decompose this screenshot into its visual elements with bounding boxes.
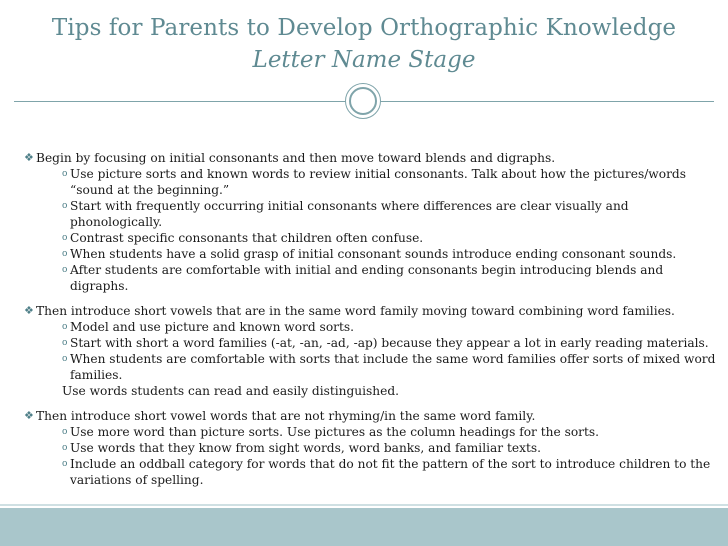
circle-bullet-icon: o xyxy=(62,338,68,348)
bullet-text: Use more word than picture sorts. Use pictures as the column headings for the sorts. xyxy=(70,425,600,439)
diamond-bullet-icon: ❖ xyxy=(24,304,34,317)
bullet-text: Use picture sorts and known words to review initial consonants. Talk about how the pictures/words “sound at the beginning.” xyxy=(70,167,686,197)
bullet-level2 xyxy=(24,456,720,488)
circle-bullet-icon: o xyxy=(62,233,68,243)
footer-divider xyxy=(0,504,728,506)
continuation-text: Use words students can read and easily distinguished. xyxy=(62,384,400,398)
diamond-bullet-icon: ❖ xyxy=(24,151,34,164)
bullet-level1 xyxy=(24,408,720,424)
bullet-text: Model and use picture and known word sorts. xyxy=(70,320,355,334)
bullet-level2 xyxy=(24,351,720,383)
bullet-level2 xyxy=(24,262,720,294)
bullet-level2 xyxy=(24,198,720,230)
bullet-level1 xyxy=(24,303,720,319)
circle-bullet-icon: o xyxy=(62,354,68,364)
bullet-level2 xyxy=(24,424,720,440)
section-initial-consonants xyxy=(24,150,720,294)
circle-bullet-icon: o xyxy=(62,249,68,259)
bullet-text: Contrast specific consonants that children often confuse. xyxy=(70,231,424,245)
footer-bar xyxy=(0,508,728,546)
bullet-text: Include an oddball category for words that do not fit the pattern of the sort to introduce children to the variations of spelling. xyxy=(70,457,711,487)
bullet-text: Start with frequently occurring initial consonants where differences are clear visually and phonologically. xyxy=(70,199,629,229)
bullet-level1 xyxy=(24,150,720,166)
circle-bullet-icon: o xyxy=(62,169,68,179)
bullet-level2 xyxy=(24,335,720,351)
bullet-text: When students have a solid grasp of initial consonant sounds introduce ending consonant sounds. xyxy=(70,247,677,261)
bullet-level2 xyxy=(24,319,720,335)
bullet-level2 xyxy=(24,230,720,246)
bullet-level2 xyxy=(24,166,720,198)
slide-title: Tips for Parents to Develop Orthographic Knowledge xyxy=(51,15,677,41)
circle-ornament-inner-icon xyxy=(349,87,377,115)
slide-subtitle: Letter Name Stage xyxy=(252,47,476,73)
bullet-text: When students are comfortable with sorts that include the same word families offer sorts of mixed word families. xyxy=(70,352,716,382)
circle-bullet-icon: o xyxy=(62,201,68,211)
circle-bullet-icon: o xyxy=(62,427,68,437)
slide-header xyxy=(0,0,728,88)
slide-body xyxy=(24,150,720,497)
section-non-rhyming-words xyxy=(24,408,720,488)
bullet-level2 xyxy=(24,246,720,262)
section-short-vowel-families xyxy=(24,303,720,399)
bullet-text: After students are comfortable with initial and ending consonants begin introducing blends and digraphs. xyxy=(70,263,664,293)
circle-bullet-icon: o xyxy=(62,443,68,453)
bullet-level2 xyxy=(24,440,720,456)
bullet-text: Start with short a word families (-at, -an, -ad, -ap) because they appear a lot in early reading materials. xyxy=(70,336,709,350)
bullet-text: Then introduce short vowel words that are not rhyming/in the same word family. xyxy=(36,409,536,423)
bullet-text: Then introduce short vowels that are in the same word family moving toward combining word families. xyxy=(36,304,675,318)
bullet-text: Use words that they know from sight words, word banks, and familiar texts. xyxy=(70,441,541,455)
circle-bullet-icon: o xyxy=(62,265,68,275)
diamond-bullet-icon: ❖ xyxy=(24,409,34,422)
circle-bullet-icon: o xyxy=(62,459,68,469)
bullet-text: Begin by focusing on initial consonants and then move toward blends and digraphs. xyxy=(36,151,556,165)
circle-bullet-icon: o xyxy=(62,322,68,332)
